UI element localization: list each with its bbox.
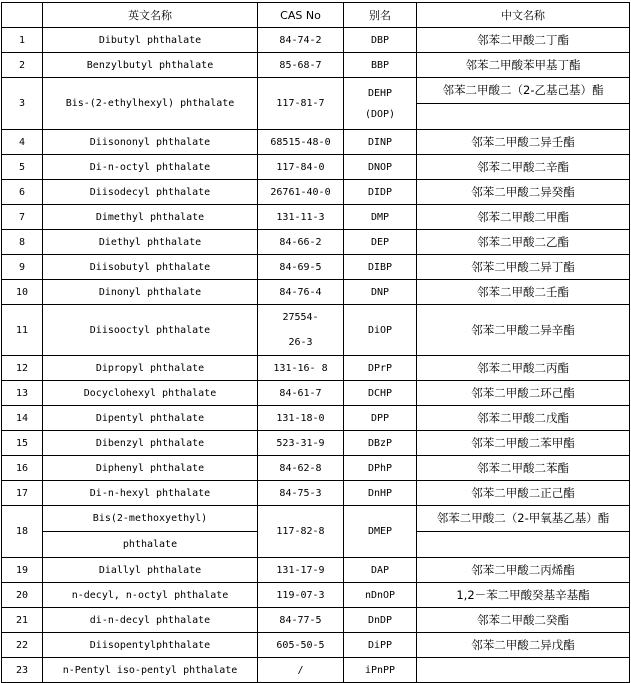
row-number: 6 [2, 180, 43, 205]
cas-number: 523-31-9 [258, 431, 344, 456]
table-row [2, 558, 630, 583]
english-name: Diisodecyl phthalate [43, 180, 258, 205]
cas-number: 117-82-8 [258, 506, 344, 558]
row-number: 12 [2, 356, 43, 381]
english-name: Diisopentylphthalate [43, 633, 258, 658]
alias: DAP [344, 558, 417, 583]
row-number: 1 [2, 28, 43, 53]
row-number: 10 [2, 280, 43, 305]
english-name: n-Pentyl iso-pentyl phthalate [43, 658, 258, 683]
row-number: 9 [2, 255, 43, 280]
table-row [2, 356, 630, 381]
alias: DBzP [344, 431, 417, 456]
english-name: di-n-decyl phthalate [43, 608, 258, 633]
alias: DNP [344, 280, 417, 305]
english-name-line1: Bis(2-methoxyethyl) [43, 506, 257, 532]
alias-line2: (DOP) [364, 108, 396, 120]
english-name: Dibenzyl phthalate [43, 431, 258, 456]
chinese-name: 邻苯二甲酸二异丁酯 [417, 255, 630, 280]
chinese-name: 邻苯二甲酸二戊酯 [417, 406, 630, 431]
table-row [2, 280, 630, 305]
english-name: Docyclohexyl phthalate [43, 381, 258, 406]
table-row [2, 305, 630, 356]
table-row [2, 406, 630, 431]
english-name: Dinonyl phthalate [43, 280, 258, 305]
cas-number: 131-11-3 [258, 205, 344, 230]
row-number: 7 [2, 205, 43, 230]
row-number: 8 [2, 230, 43, 255]
cas-number: 131-16- 8 [258, 356, 344, 381]
alias: DnDP [344, 608, 417, 633]
row-number: 23 [2, 658, 43, 683]
english-name: Dipropyl phthalate [43, 356, 258, 381]
alias: DINP [344, 130, 417, 155]
chinese-name: 邻苯二甲酸二癸酯 [417, 608, 630, 633]
table-row [2, 78, 630, 130]
chinese-name-line2 [417, 104, 629, 129]
cas-number: 84-77-5 [258, 608, 344, 633]
cas-number: 26761-40-0 [258, 180, 344, 205]
row-number: 11 [2, 305, 43, 356]
english-name: Diphenyl phthalate [43, 456, 258, 481]
cas-number: 117-84-0 [258, 155, 344, 180]
header-row [2, 3, 630, 28]
cas-number-line2: 26-3 [288, 337, 313, 348]
cas-number: 84-75-3 [258, 481, 344, 506]
english-name: Dimethyl phthalate [43, 205, 258, 230]
chinese-name: 邻苯二甲酸二丙烯酯 [417, 558, 630, 583]
cas-number: 84-66-2 [258, 230, 344, 255]
cas-number: 117-81-7 [258, 78, 344, 130]
spacer [346, 100, 414, 108]
cas-number: 84-74-2 [258, 28, 344, 53]
chinese-name: 邻苯二甲酸二异壬酯 [417, 130, 630, 155]
chinese-name: 邻苯二甲酸二乙酯 [417, 230, 630, 255]
chinese-name [417, 506, 630, 558]
english-name [43, 506, 258, 558]
row-number: 21 [2, 608, 43, 633]
spacer [260, 324, 341, 336]
chinese-name: 邻苯二甲酸二辛酯 [417, 155, 630, 180]
english-name: Benzylbutyl phthalate [43, 53, 258, 78]
row-number: 18 [2, 506, 43, 558]
alias: DiPP [344, 633, 417, 658]
chinese-name: 邻苯二甲酸二丙酯 [417, 356, 630, 381]
chinese-name: 邻苯二甲酸二异癸酯 [417, 180, 630, 205]
chinese-name [417, 78, 630, 130]
cas-number: 85-68-7 [258, 53, 344, 78]
cas-number: 84-76-4 [258, 280, 344, 305]
chinese-name: 邻苯二甲酸二正己酯 [417, 481, 630, 506]
chinese-name: 邻苯二甲酸二环己酯 [417, 381, 630, 406]
english-name: Di-n-hexyl phthalate [43, 481, 258, 506]
alias: DNOP [344, 155, 417, 180]
header-english-name: 英文名称 [43, 3, 258, 28]
table-row [2, 205, 630, 230]
table-row [2, 431, 630, 456]
row-number: 13 [2, 381, 43, 406]
chinese-name: 邻苯二甲酸二甲酯 [417, 205, 630, 230]
table-row [2, 130, 630, 155]
alias: DPrP [344, 356, 417, 381]
alias: DCHP [344, 381, 417, 406]
alias: DnHP [344, 481, 417, 506]
row-number: 17 [2, 481, 43, 506]
alias-line1: DEHP [367, 87, 393, 99]
header-cas-no: CAS No [258, 3, 344, 28]
alias: DIDP [344, 180, 417, 205]
chinese-name: 1,2－苯二甲酸癸基辛基酯 [417, 583, 630, 608]
table-row [2, 506, 630, 558]
chinese-name: 邻苯二甲酸二异戊酯 [417, 633, 630, 658]
cas-number: 84-61-7 [258, 381, 344, 406]
cas-number: 119-07-3 [258, 583, 344, 608]
row-number: 5 [2, 155, 43, 180]
row-number: 16 [2, 456, 43, 481]
cas-number-line1: 27554- [282, 312, 319, 323]
table-row [2, 180, 630, 205]
alias: BBP [344, 53, 417, 78]
table-row [2, 53, 630, 78]
cas-number: / [258, 658, 344, 683]
alias: iPnPP [344, 658, 417, 683]
english-name: n-decyl, n-octyl phthalate [43, 583, 258, 608]
phthalate-table [1, 2, 630, 683]
table-row [2, 583, 630, 608]
chinese-name-line1: 邻苯二甲酸二（2-乙基己基）酯 [417, 78, 629, 104]
row-number: 14 [2, 406, 43, 431]
alias: DMEP [344, 506, 417, 558]
alias [344, 78, 417, 130]
row-number: 4 [2, 130, 43, 155]
english-name: Di-n-octyl phthalate [43, 155, 258, 180]
row-number: 2 [2, 53, 43, 78]
english-name: Dibutyl phthalate [43, 28, 258, 53]
cas-number: 68515-48-0 [258, 130, 344, 155]
alias: DIBP [344, 255, 417, 280]
header-chinese-name: 中文名称 [417, 3, 630, 28]
alias: DiOP [344, 305, 417, 356]
cas-number: 84-69-5 [258, 255, 344, 280]
table-row [2, 456, 630, 481]
table-row [2, 230, 630, 255]
table-row [2, 481, 630, 506]
row-number: 3 [2, 78, 43, 130]
chinese-name: 邻苯二甲酸二苯酯 [417, 456, 630, 481]
cas-number: 84-62-8 [258, 456, 344, 481]
chinese-name-line2 [417, 532, 629, 557]
alias: DBP [344, 28, 417, 53]
cas-number: 131-18-0 [258, 406, 344, 431]
chinese-name: 邻苯二甲酸二异辛酯 [417, 305, 630, 356]
chinese-name-line1: 邻苯二甲酸二（2-甲氧基乙基）酯 [417, 506, 629, 532]
alias: DPhP [344, 456, 417, 481]
table-row [2, 28, 630, 53]
header-no [2, 3, 43, 28]
table-row [2, 381, 630, 406]
row-number: 19 [2, 558, 43, 583]
english-name-line2: phthalate [122, 539, 178, 550]
english-name: Diallyl phthalate [43, 558, 258, 583]
chinese-name: 邻苯二甲酸二壬酯 [417, 280, 630, 305]
english-name: Diethyl phthalate [43, 230, 258, 255]
cas-number: 131-17-9 [258, 558, 344, 583]
table-row [2, 155, 630, 180]
cas-number [258, 305, 344, 356]
english-name: Bis-(2-ethylhexyl) phthalate [43, 78, 258, 130]
cas-number: 605-50-5 [258, 633, 344, 658]
alias: DEP [344, 230, 417, 255]
alias: DPP [344, 406, 417, 431]
table-row [2, 633, 630, 658]
chinese-name: 邻苯二甲酸二苯甲酯 [417, 431, 630, 456]
chinese-name [417, 658, 630, 683]
english-name: Diisobutyl phthalate [43, 255, 258, 280]
english-name: Diisononyl phthalate [43, 130, 258, 155]
header-alias: 别名 [344, 3, 417, 28]
chinese-name: 邻苯二甲酸二丁酯 [417, 28, 630, 53]
table-row [2, 255, 630, 280]
english-name: Dipentyl phthalate [43, 406, 258, 431]
row-number: 20 [2, 583, 43, 608]
alias: nDnOP [344, 583, 417, 608]
alias: DMP [344, 205, 417, 230]
row-number: 15 [2, 431, 43, 456]
table-row [2, 608, 630, 633]
row-number: 22 [2, 633, 43, 658]
english-name: Diisooctyl phthalate [43, 305, 258, 356]
chinese-name: 邻苯二甲酸苯甲基丁酯 [417, 53, 630, 78]
table-row [2, 658, 630, 683]
